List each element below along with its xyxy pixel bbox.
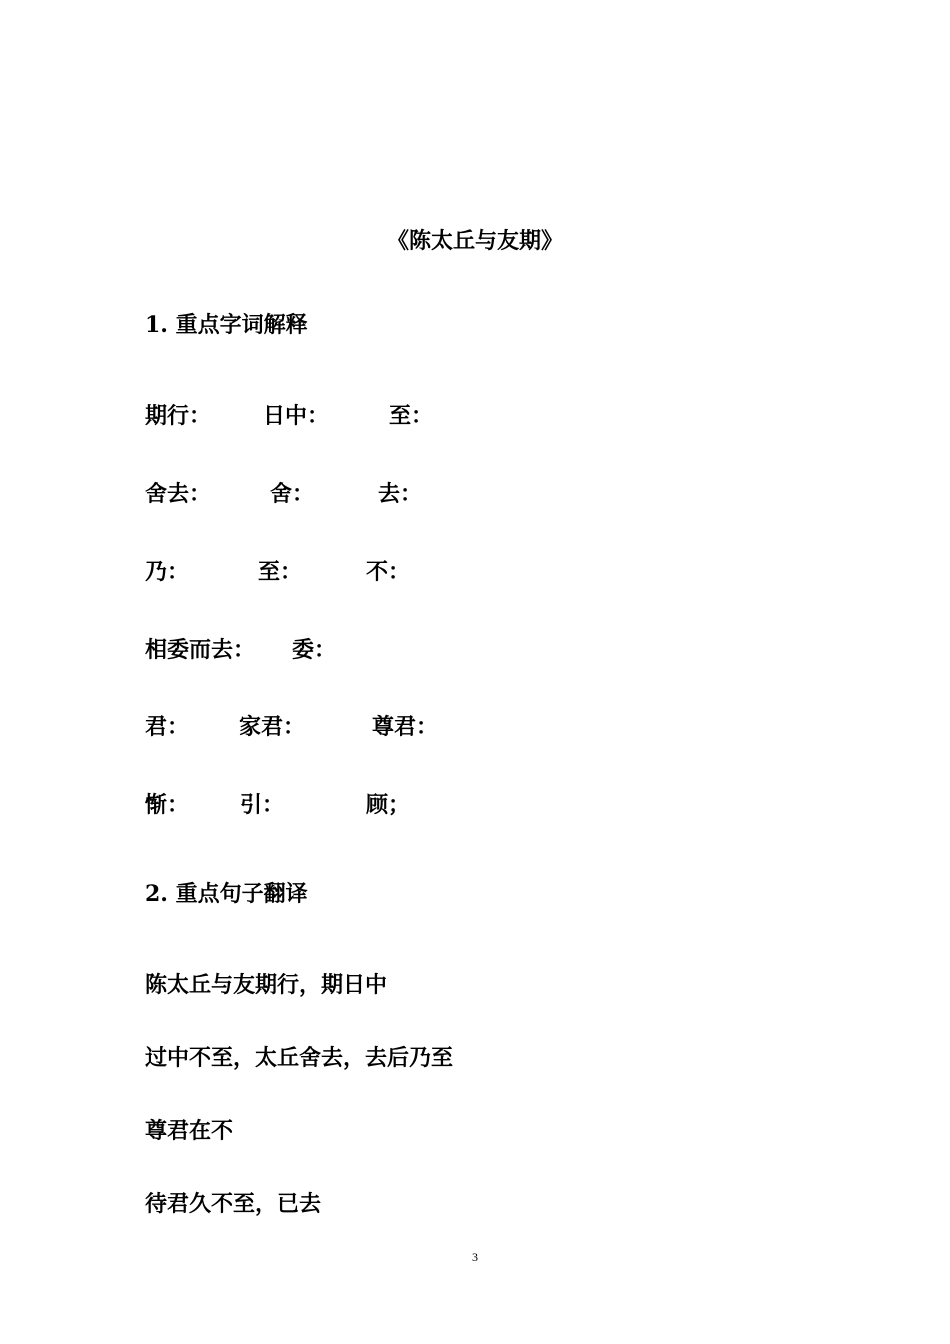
term-label: 至： xyxy=(389,403,434,429)
sentence-line: 过中不至，太丘舍去，去后乃至 xyxy=(145,1045,454,1071)
section-2-heading: 2. 重点句子翻译 xyxy=(145,881,308,907)
term-label: 期行： xyxy=(145,403,212,429)
term-label: 乃： xyxy=(145,559,190,585)
term-label: 顾； xyxy=(366,792,411,818)
page-number: 3 xyxy=(472,1250,478,1264)
term-label: 尊君： xyxy=(372,714,439,740)
sentence-line: 陈太丘与友期行，期日中 xyxy=(145,972,388,998)
term-label: 引： xyxy=(240,792,285,818)
sentence-line: 尊君在不 xyxy=(145,1118,234,1144)
term-label: 舍： xyxy=(270,481,315,507)
term-label: 去： xyxy=(378,481,423,507)
page-title: 《陈太丘与友期》 xyxy=(386,228,563,254)
term-label: 家君： xyxy=(239,714,306,740)
sentence-line: 待君久不至，已去 xyxy=(145,1191,322,1217)
term-label: 至： xyxy=(258,559,303,585)
term-label: 君： xyxy=(145,714,190,740)
term-label: 委： xyxy=(292,637,337,663)
section-1-heading: 1. 重点字词解释 xyxy=(145,312,308,338)
term-label: 日中： xyxy=(263,403,330,429)
term-label: 惭： xyxy=(145,792,190,818)
term-label: 舍去： xyxy=(145,481,212,507)
term-label: 相委而去： xyxy=(145,637,256,663)
term-label: 不： xyxy=(366,559,411,585)
